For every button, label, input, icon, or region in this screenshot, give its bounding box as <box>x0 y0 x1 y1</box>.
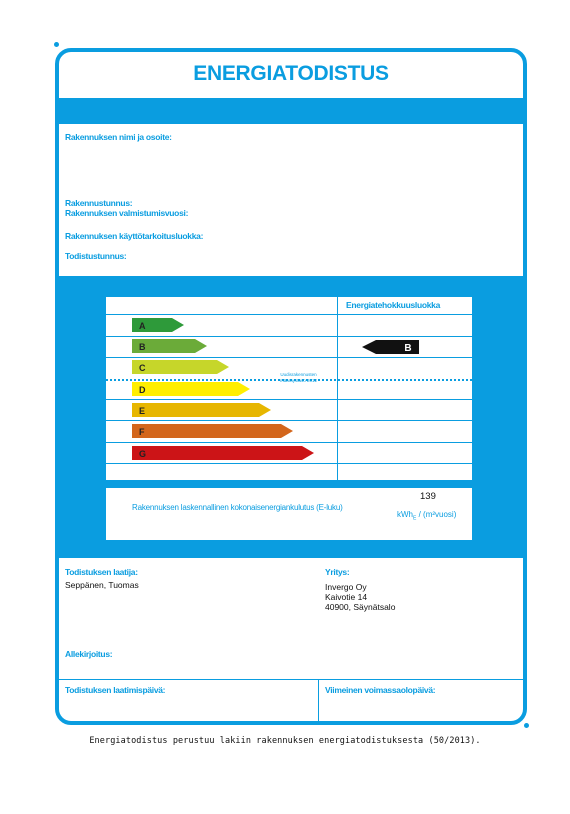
energy-class-header: Energiatehokkuusluokka <box>346 300 441 310</box>
company-city: 40900, Säynätsalo <box>325 602 396 612</box>
energy-class-a-arrow <box>132 318 184 332</box>
energy-class-g-letter: G <box>139 449 147 459</box>
energy-class-a-letter: A <box>139 321 146 331</box>
result-class-letter: B <box>404 343 412 354</box>
building-name-label: Rakennuksen nimi ja osoite: <box>65 132 172 142</box>
corner-dot-top-left <box>54 42 59 47</box>
energy-class-c-arrow <box>132 360 229 374</box>
issued-date-label: Todistuksen laatimispäivä: <box>65 685 166 695</box>
energy-class-b-letter: B <box>139 342 146 352</box>
energy-class-e-arrow <box>132 403 271 417</box>
building-id-label: Rakennustunnus: <box>65 198 133 208</box>
e-value-unit: kWh$_E$ / (m²vuosi) <box>397 510 457 522</box>
signature-label: Allekirjoitus: <box>65 649 113 659</box>
author-label: Todistuksen laatija: <box>65 567 138 577</box>
certificate-frame <box>55 48 527 725</box>
energy-class-f-letter: F <box>139 427 145 437</box>
blue-band-top <box>59 98 523 124</box>
building-year-label: Rakennuksen valmistumisvuosi: <box>65 208 189 218</box>
energy-class-d-arrow <box>132 382 250 396</box>
e-value-number: 139 <box>420 491 436 502</box>
certificate-id-label: Todistustunnus: <box>65 251 127 261</box>
e-value-box <box>106 488 472 540</box>
certificate-title: ENERGIATODISTUS <box>193 62 389 85</box>
company-name: Invergo Oy <box>325 582 367 592</box>
author-name: Seppänen, Tuomas <box>65 580 139 590</box>
regulation-level-note: Uudisrakennusten määräystaso 2012 <box>280 372 318 383</box>
energy-class-d-letter: D <box>139 385 146 395</box>
e-value-label: Rakennuksen laskennallinen kokonaisenergiankulutus (E-luku) <box>132 503 343 512</box>
energy-class-c-letter: C <box>139 363 146 373</box>
energy-class-b-arrow <box>132 339 207 353</box>
corner-dot-bottom-right <box>524 723 529 728</box>
energy-class-chart <box>106 296 472 481</box>
result-class-arrow <box>362 340 442 354</box>
energy-class-f-arrow <box>132 424 293 438</box>
valid-until-label: Viimeinen voimassaolopäivä: <box>325 685 436 695</box>
company-street: Kaivotie 14 <box>325 592 368 602</box>
energy-class-g-arrow <box>132 446 314 460</box>
legal-footer: Energiatodistus perustuu lakiin rakennuksen energiatodistuksesta (50/2013). <box>89 736 481 746</box>
company-label: Yritys: <box>325 567 350 577</box>
energy-class-e-letter: E <box>139 406 146 416</box>
building-usage-label: Rakennuksen käyttötarkoitusluokka: <box>65 231 204 241</box>
